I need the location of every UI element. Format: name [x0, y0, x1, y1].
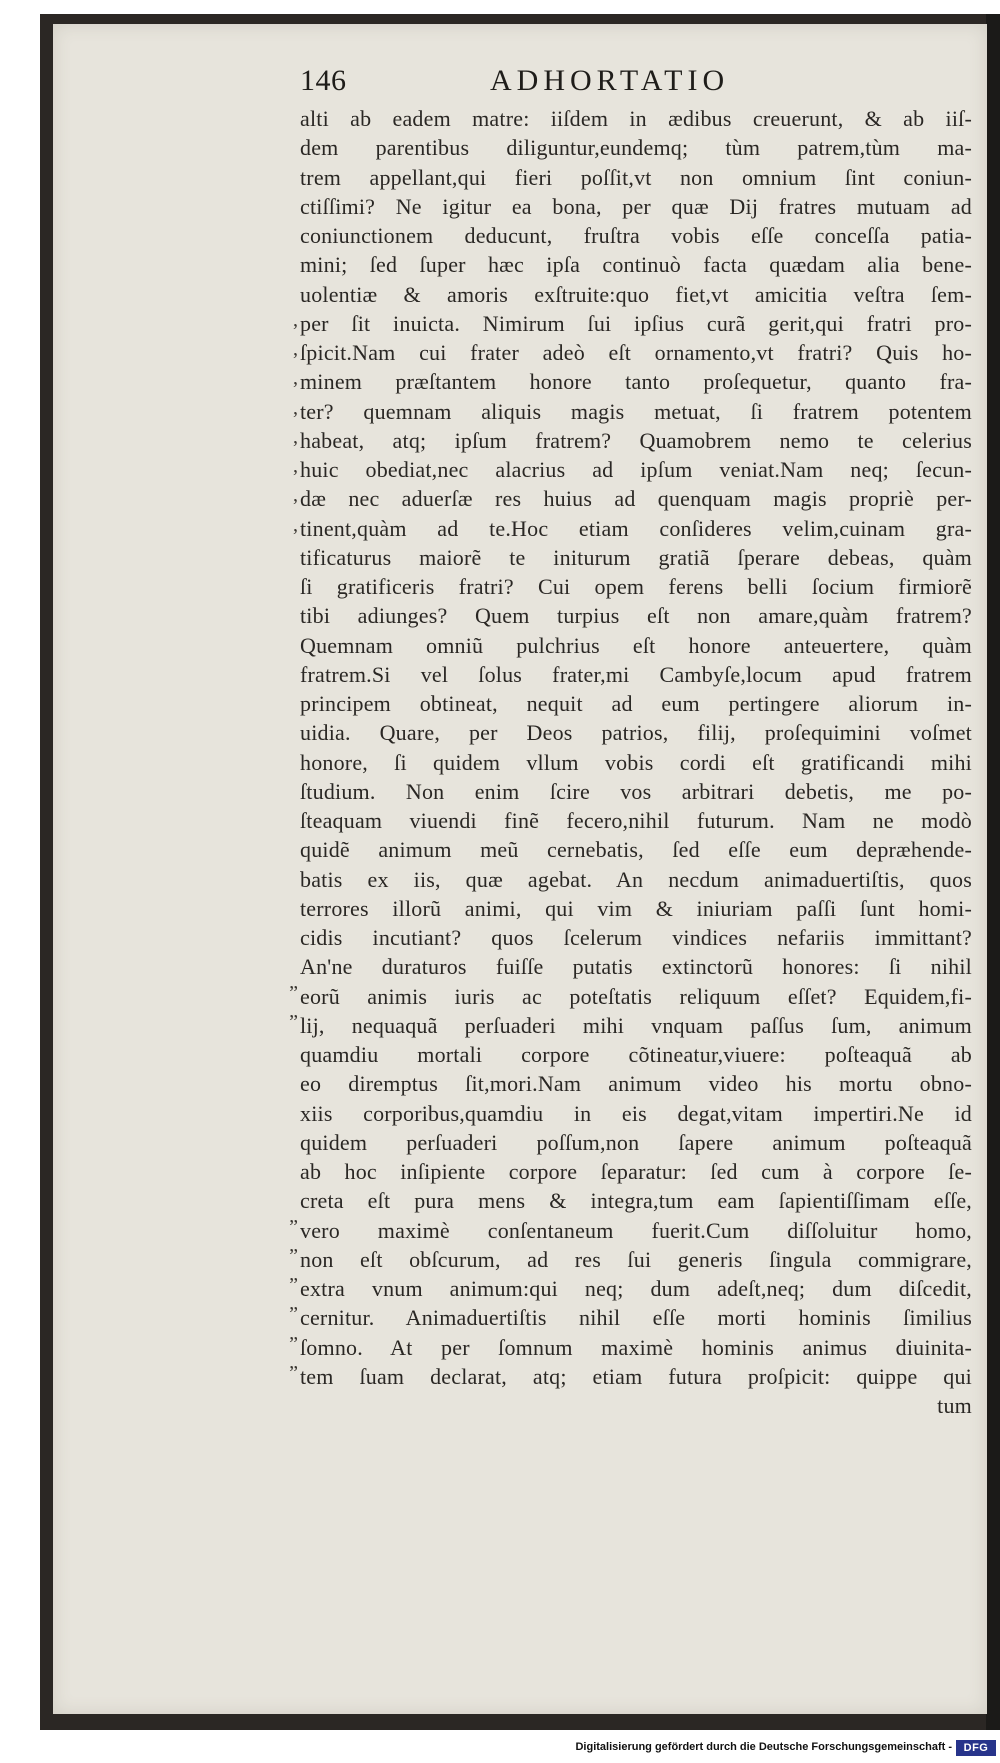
- text-line: xiis corporibus,quamdiu in eis degat,vitam impertiri.Ne id: [300, 1100, 972, 1126]
- text-line: tificaturus maiorẽ te initurum gratiã ſperare debeas, quàm: [300, 544, 972, 570]
- text-line: ſi gratificeris fratri? Cui opem ferens belli ſocium firmiorẽ: [300, 574, 972, 599]
- text-line: huic obediat,nec alacrius ad ipſum veniat.Nam neq; ſecun-: [300, 457, 972, 482]
- margin-mark: ,: [293, 425, 298, 448]
- text-line: lij, nequaquã perſuaderi mihi vnquam paſſus ſum, animum: [300, 1012, 972, 1038]
- text-line: quidem perſuaderi poſſum,non ſapere animum poſteaquã: [300, 1129, 972, 1155]
- margin-mark: ”: [289, 1332, 298, 1355]
- text-line: ſomno. At per ſomnum maximè hominis animus diuinita-: [300, 1334, 972, 1360]
- text-line: tinent,quàm ad te.Hoc etiam conſideres velim,cuinam gra-: [300, 515, 972, 541]
- margin-mark: ,: [293, 338, 298, 360]
- text-line: quamdiu mortali corpore cõtineatur,viuere: poſteaquã ab: [300, 1042, 972, 1067]
- running-head: ADHORTATIO: [490, 64, 730, 97]
- text-line: non eſt obſcurum, ad res ſui generis ſingula commigrare,: [300, 1246, 972, 1272]
- margin-mark: ”: [289, 1010, 298, 1033]
- margin-mark: ”: [289, 1244, 298, 1267]
- text-line: cernitur. Animaduertiſtis nihil eſſe morti hominis ſimilius: [300, 1305, 972, 1331]
- text-line: ab hoc inſipiente corpore ſeparatur: ſed cum à corpore ſe-: [300, 1159, 972, 1184]
- dfg-logo: DFG: [956, 1740, 996, 1756]
- margin-mark: ”: [289, 981, 298, 1004]
- text-line: tibi adiunges? Quem turpius eſt non amare,quàm fratrem?: [300, 603, 972, 629]
- text-line: honore, ſi quidem vllum vobis cordi eſt gratificandi mihi: [300, 749, 972, 775]
- text-line: eorũ animis iuris ac poteſtatis reliquum eſſet? Equidem,fi-: [300, 983, 972, 1009]
- text-line: batis ex iis, quæ agebat. An necdum animaduertiſtis, quos: [300, 866, 972, 892]
- digitization-footer: [0, 1738, 1000, 1763]
- text-line: tem ſuam declarat, atq; etiam futura proſpicit: quippe qui: [300, 1363, 972, 1389]
- margin-mark: ”: [289, 1303, 298, 1326]
- text-line: ſteaquam viuendi finẽ fecero,nihil futurum. Nam ne modò: [300, 808, 972, 833]
- margin-quotation-marks: [262, 104, 298, 1404]
- margin-mark: ,: [293, 455, 298, 477]
- cover-board-edge: [986, 14, 1000, 1730]
- margin-mark: ”: [289, 1215, 298, 1238]
- text-line: ſtudium. Non enim ſcire vos arbitrari debetis, me po-: [300, 778, 972, 804]
- text-line: dæ nec aduerſæ res huius ad quenquam magis propriè per-: [300, 486, 972, 512]
- text-line: fratrem.Si vel ſolus frater,mi Cambyſe,locum apud fratrem: [300, 661, 972, 687]
- text-line: ter? quemnam aliquis magis metuat, ſi fratrem potentem: [300, 398, 972, 424]
- body-text: [300, 104, 972, 1418]
- text-line: uolentiæ & amoris exſtruite:quo fiet,vt amicitia veſtra ſem-: [300, 281, 972, 307]
- text-line: uidia. Quare, per Deos patrios, filij, proſequimini voſmet: [300, 720, 972, 746]
- page-number: 146: [300, 64, 347, 97]
- margin-mark: ”: [289, 1361, 298, 1384]
- text-line: Quemnam omniũ pulchrius eſt honore anteuertere, quàm: [300, 632, 972, 658]
- text-line: tum: [937, 1393, 972, 1418]
- text-line: coniunctionem deducunt, fruſtra vobis eſſe conceſſa patia-: [300, 223, 972, 248]
- page-header: [300, 64, 980, 104]
- text-line: vero maximè conſentaneum fuerit.Cum diſſoluitur homo,: [300, 1217, 972, 1243]
- text-line: ctiſſimi? Ne igitur ea bona, per quæ Dij fratres mutuam ad: [300, 193, 972, 219]
- text-line: alti ab eadem matre: iiſdem in ædibus creuerunt, & ab iiſ-: [300, 106, 972, 131]
- text-line: eo diremptus ſit,mori.Nam animum video his mortu obno-: [300, 1071, 972, 1097]
- text-line: terrores illorũ animi, qui vim & iniuriam paſſi ſunt homi-: [300, 895, 972, 921]
- text-line: trem appellant,qui fieri poſſit,vt non omnium ſint coniun-: [300, 164, 972, 190]
- text-line: extra vnum animum:qui neq; dum adeſt,neq; dum diſcedit,: [300, 1276, 972, 1301]
- margin-mark: ,: [293, 308, 298, 331]
- margin-mark: ,: [293, 513, 298, 536]
- margin-mark: ,: [293, 484, 298, 507]
- margin-mark: ”: [289, 1274, 298, 1296]
- text-line: An'ne duraturos fuiſſe putatis extinctorũ honores: ſi nihil: [300, 954, 972, 980]
- margin-mark: ,: [293, 396, 298, 419]
- text-line: minem præſtantem honore tanto proſequetur, quanto fra-: [300, 369, 972, 395]
- text-line: creta eſt pura mens & integra,tum eam ſapientiſſimam eſſe,: [300, 1188, 972, 1214]
- text-line: quidẽ animum meũ cernebatis, ſed eſſe eum depræhende-: [300, 837, 972, 863]
- text-line: principem obtineat, nequit ad eum pertingere aliorum in-: [300, 691, 972, 716]
- text-line: habeat, atq; ipſum fratrem? Quamobrem nemo te celerius: [300, 427, 972, 453]
- margin-mark: ,: [293, 367, 298, 390]
- text-line: ſpicit.Nam cui frater adeò eſt ornamento,vt fratri? Quis ho-: [300, 340, 972, 365]
- text-line: mini; ſed ſuper hæc ipſa continuò facta quædam alia bene-: [300, 252, 972, 278]
- funding-credit: Digitalisierung gefördert durch die Deutsche Forschungsgemeinschaft -: [575, 1741, 952, 1753]
- text-line: cidis incutiant? quos ſcelerum vindices nefariis immittant?: [300, 925, 972, 950]
- text-line: dem parentibus diliguntur,eundemq; tùm patrem,tùm ma-: [300, 135, 972, 161]
- text-line: per ſit inuicta. Nimirum ſui ipſius curã gerit,qui fratri pro-: [300, 310, 972, 336]
